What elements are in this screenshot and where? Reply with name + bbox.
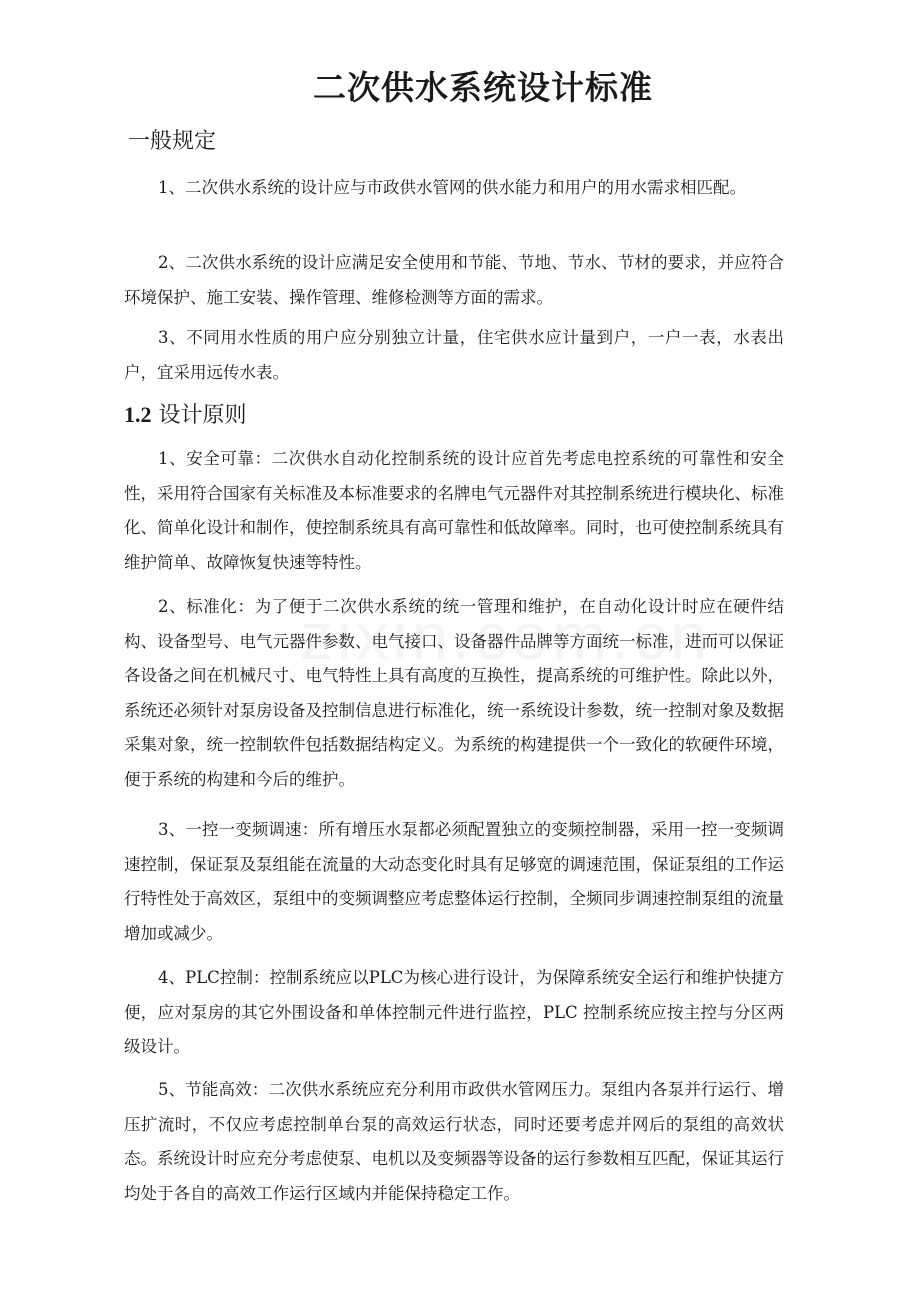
section-heading-general: 一般规定 xyxy=(128,129,217,154)
paragraph-2-2: 2、标准化：为了便于二次供水系统的统一管理和维护，在自动化设计时应在硬件结构、设备型号、电气元器件参数、电气接口、设备器件品牌等方面统一标准，进而可以保证各设备之间在机械尺寸、电气特性上具有高度的互换性，提高系统的可维护性。除此以外，系统还必须针对泵房设备及控制信息进行标准化，统一系统设计参数，统一控制对象及数据采集对象，统一控制软件包括数据结构定义。为系统的构建提供一个一致化的软硬件环境，便于系统的构建和今后的维护。 xyxy=(124,597,784,789)
document-title: 二次供水系统设计标准 xyxy=(313,68,653,107)
paragraph-1-2: 2、二次供水系统的设计应满足安全使用和节能、节地、节水、节材的要求，并应符合环境保护、施工安装、操作管理、维修检测等方面的需求。 xyxy=(124,253,784,307)
paragraph-2-4: 4、PLC控制：控制系统应以PLC为核心进行设计，为保障系统安全运行和维护快捷方便，应对泵房的其它外围设备和单体控制元件进行监控，PLC 控制系统应按主控与分区两级设计。 xyxy=(124,968,784,1056)
section-number: 1.2 xyxy=(124,402,152,427)
section-heading-design-principles xyxy=(124,395,247,436)
paragraph-2-3: 3、一控一变频调速：所有增压水泵都必须配置独立的变频控制器，采用一控一变频调速控制，保证泵及泵组能在流量的大动态变化时具有足够宽的调速范围，保证泵组的工作运行特性处于高效区，泵组中的变频调整应考虑整体运行控制，全频同步调速控制泵组的流量增加或减少。 xyxy=(124,820,784,943)
paragraph-1-3: 3、不同用水性质的用户应分别独立计量，住宅供水应计量到户，一户一表，水表出户，宜采用远传水表。 xyxy=(124,328,784,382)
paragraph-2-5: 5、节能高效：二次供水系统应充分利用市政供水管网压力。泵组内各泵并行运行、增压扩流时，不仅应考虑控制单台泵的高效运行状态，同时还要考虑并网后的泵组的高效状态。系统设计时应充分考虑使泵、电机以及变频器等设备的运行参数相互匹配，保证其运行均处于各自的高效工作运行区域内并能保持稳定工作。 xyxy=(124,1080,784,1203)
paragraph-2-1: 1、安全可靠：二次供水自动化控制系统的设计应首先考虑电控系统的可靠性和安全性，采用符合国家有关标准及本标准要求的名牌电气元器件对其控制系统进行模块化、标准化、简单化设计和制作，使控制系统具有高可靠性和低故障率。同时，也可使控制系统具有维护简单、故障恢复快速等特性。 xyxy=(124,449,784,572)
paragraph-1-1: 1、二次供水系统的设计应与市政供水管网的供水能力和用户的用水需求相匹配。 xyxy=(158,178,746,197)
section-heading-text: 设计原则 xyxy=(158,403,247,428)
